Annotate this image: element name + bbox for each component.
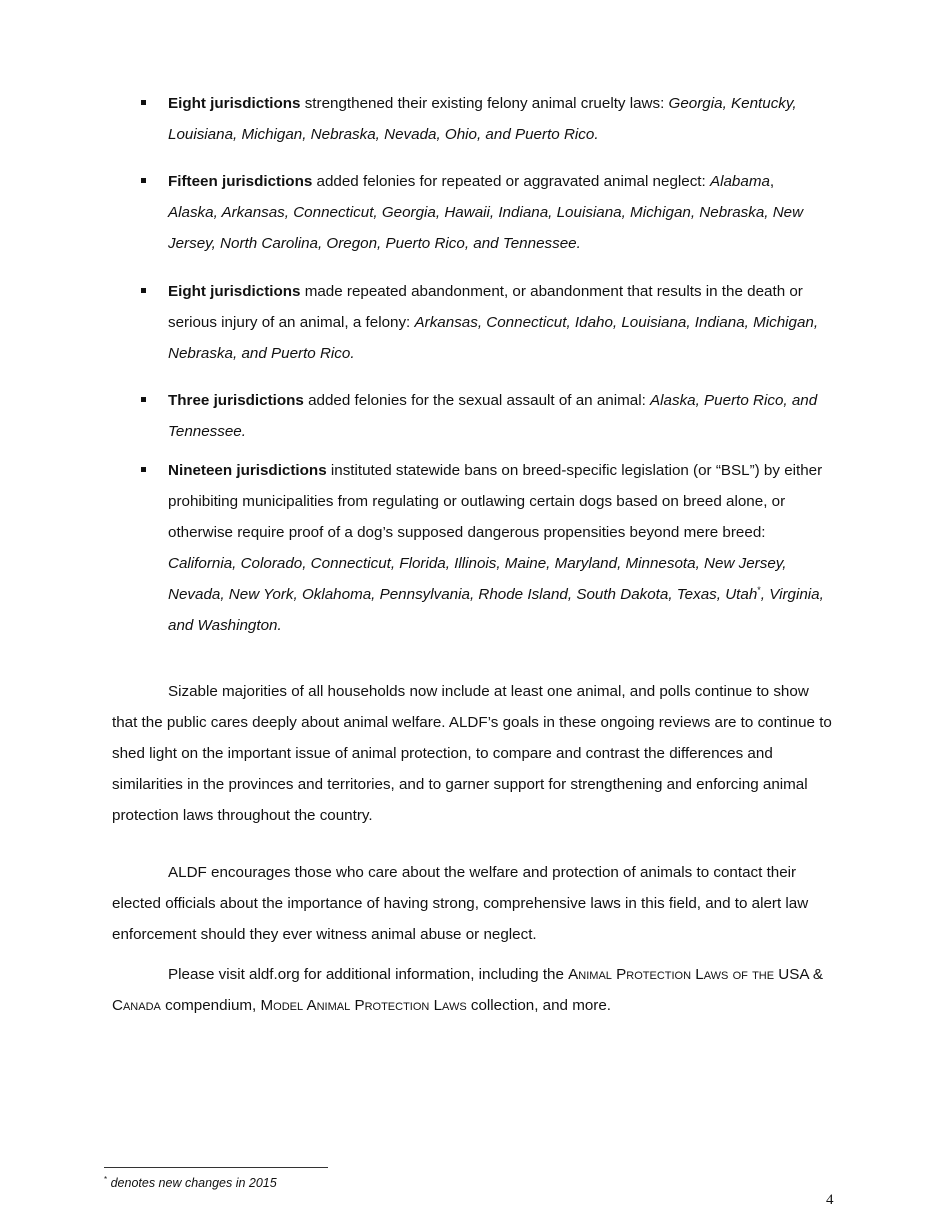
paragraph-encourage: ALDF encourages those who care about the welfare and protection of animals to contact their elected officials about the importance of having strong, comprehensive laws in this field, and to alert law enforcement should they ever witness animal abuse or neglect. (112, 864, 809, 943)
paragraph-households: Sizable majorities of all households now include at least one animal, and polls continue to show that the public cares deeply about animal welfare. ALDF’s goals in these ongoing reviews are to continue to shed light on the important issue of animal protection, to compare and contrast the differences and similarities in the provinces and territories, and to garner support for strengthening and enforcing animal protection laws throughout the country. (112, 683, 832, 824)
page-number: 4 (826, 1192, 834, 1208)
model-laws-title: Model Animal Protection Laws (260, 997, 467, 1014)
bullet-marker-icon (141, 178, 146, 183)
visit-text-a: Please visit aldf.org for additional information, including the (168, 966, 569, 983)
bullet-lead: Fifteen jurisdictions (168, 173, 313, 190)
bullet-marker-icon (141, 467, 146, 472)
bullet-marker-icon (141, 288, 146, 293)
bullet-lead: Eight jurisdictions (168, 95, 301, 112)
bullet-states-continued: Alaska, Arkansas, Connecticut, Georgia, Hawaii, Indiana, Louisiana, Michigan, Nebraska, New Jersey, North Carolina, Oregon, Puerto Rico, and Tennessee. (168, 204, 804, 252)
footnote-text: denotes new changes in 2015 (107, 1176, 277, 1190)
footnote-divider (104, 1167, 328, 1168)
bullet-lead: Three jurisdictions (168, 392, 304, 409)
paragraph-visit (112, 959, 832, 1021)
footnote (104, 1175, 277, 1191)
bullet-lead: Eight jurisdictions (168, 283, 301, 300)
bullet-text: strengthened their existing felony animal cruelty laws: (300, 95, 669, 112)
compendium-title: Animal Protection Laws of the USA & Canada (112, 966, 824, 1014)
bullet-states: California, Colorado, Connecticut, Florida, Illinois, Maine, Maryland, Minnesota, New Jersey, Nevada, New York, Oklahoma, Pennsylvania, Rhode Island, South Dakota, Texas, Utah (168, 555, 787, 603)
footnote-mark: * (104, 1174, 108, 1184)
bullet-item-bsl (168, 455, 828, 641)
visit-text-c: collection, and more. (466, 997, 612, 1014)
bullet-text: instituted statewide bans on breed-specific legislation (or “BSL”) by either prohibiting municipalities from regulating or outlawing certain dogs based on breed alone, or otherwise require proof of a dog’s supposed dangerous propensities beyond mere breed: (168, 462, 823, 541)
bullet-text: added felonies for the sexual assault of an animal: (303, 392, 651, 409)
bullet-item-felony-cruelty (168, 88, 828, 150)
bullet-item-neglect: Fifteen jurisdictions added felonies for repeated or aggravated animal neglect: Alabama, Alaska, Arkansas, Connecticut, Georgia, Hawaii, Indiana, Louisiana, Michigan, Nebraska, New Jersey, North Carolina, Oregon, Puerto Rico, and Tennessee. (168, 166, 828, 259)
bullet-item-abandonment (168, 276, 828, 369)
visit-text-b: compendium, (160, 997, 261, 1014)
bullet-marker-icon (141, 100, 146, 105)
bullet-text: added felonies for repeated or aggravated animal neglect: (312, 173, 710, 190)
bullet-lead: Nineteen jurisdictions (168, 462, 327, 479)
bullet-states: Georgia, Kentucky, Louisiana, Michigan, Nebraska, Nevada, Ohio, and Puerto Rico. (168, 95, 797, 143)
bullet-marker-icon (141, 397, 146, 402)
bullet-item-sexual-assault (168, 385, 828, 447)
bullet-states: Alaska, Puerto Rico, and Tennessee. (168, 392, 818, 440)
footnote-mark: * (757, 584, 761, 595)
bullet-states-tail: , Virginia, and Washington. (168, 586, 824, 634)
bullet-text: made repeated abandonment, or abandonment that results in the death or serious injury of an animal, a felony: (168, 283, 803, 331)
bullet-states: Alabama (709, 173, 770, 190)
bullet-states: Arkansas, Connecticut, Idaho, Louisiana, Indiana, Michigan, Nebraska, and Puerto Rico. (168, 314, 819, 362)
